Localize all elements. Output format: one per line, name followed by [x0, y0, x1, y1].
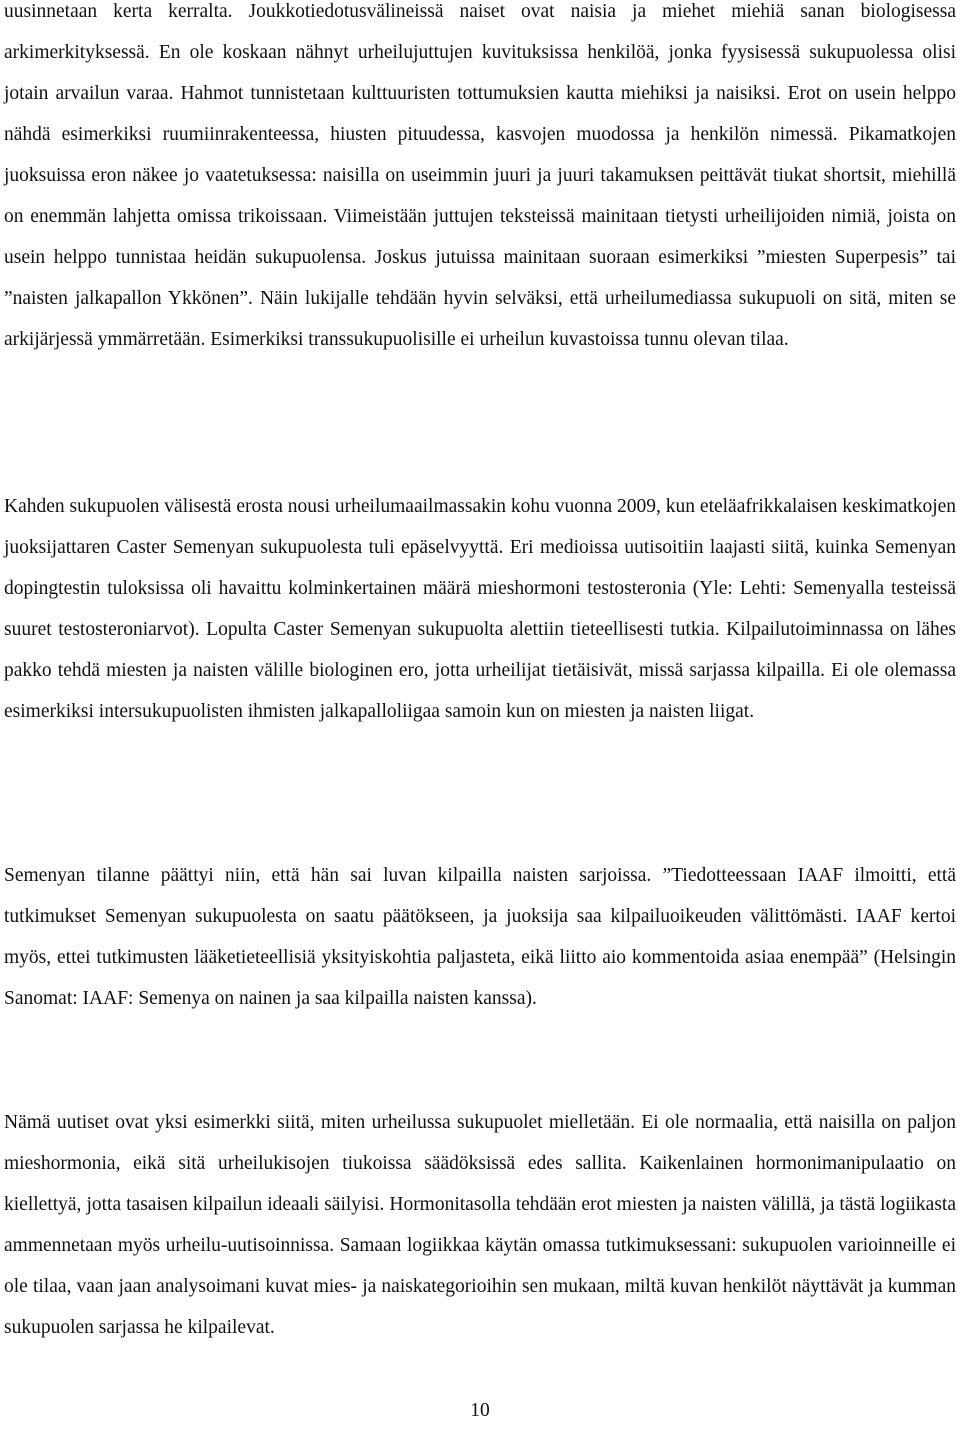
- paragraph-research-logic: Nämä uutiset ovat yksi esimerkki siitä, miten urheilussa sukupuolet mielletään. Ei ole normaalia, että naisilla on paljon mieshormonia, eikä sitä urheilukisojen tiukoissa säädöksissä edes sallita. Kaikenlainen hormonimanipulaatio on kiellettyä, jotta tasaisen kilpailun ideaali säilyisi. Hormonitasolla tehdään erot miesten ja naisten välillä, ja tästä logiikasta ammennetaan myös urheilu-uutisoinnissa. Samaan logiikkaa käytän omassa tutkimuksessani: sukupuolen varioinneille ei ole tilaa, vaan jaan analysoimani kuvat mies- ja naiskategorioihin sen mukaan, miltä kuvan henkilöt näyttävät ja kumman sukupuolen sarjassa he kilpailevat.: [4, 1112, 956, 1338]
- paragraph-semenya-controversy: Kahden sukupuolen välisestä erosta nousi urheilumaailmassakin kohu vuonna 2009, kun eteläafrikkalaisen keskimatkojen juoksijattaren Caster Semenyan sukupuolesta tuli epäselvyyttä. Eri medioissa uutisoitiin laajasti siitä, kuinka Semenyan dopingtestin tuloksissa oli havaittu kolminkertainen määrä mieshormoni testosteronia (Yle: Lehti: Semenyalla testeissä suuret testosteroniarvot). Lopulta Caster Semenyan sukupuolta alettiin tieteellisesti tutkia. Kilpailutoiminnassa on lähes pakko tehdä miesten ja naisten välille biologinen ero, jotta urheilijat tietäisivät, missä sarjassa kilpailla. Ei ole olemassa esimerkiksi intersukupuolisten ihmisten jalkapalloliigaa samoin kun on miesten ja naisten liigat.: [4, 496, 957, 722]
- paragraph-media-gender-representation: uusinnetaan kerta kerralta. Joukkotiedotusvälineissä naiset ovat naisia ja miehet miehiä sanan biologisessa arkimerkityksessä. En ole koskaan nähnyt urheilujuttujen kuvituksissa henkilöä, jonka fyysisessä sukupuolessa olisi jotain arvailun varaa. Hahmot tunnistetaan kulttuuristen tottumuksien kautta miehiksi ja naisiksi. Erot on usein helppo nähdä esimerkiksi ruumiinrakenteessa, hiusten pituudessa, kasvojen muodossa ja henkilön nimessä. Pikamatkojen juoksuissa eron näkee jo vaatetuksessa: naisilla on useimmin juuri ja juuri takamuksen peittävät tiukat shortsit, miehillä on enemmän lahjetta omissa trikoissaan. Viimeistään juttujen teksteissä mainitaan tietysti urheilijoiden nimiä, joista on usein helppo tunnistaa heidän sukupuolensa. Joskus jutuissa mainitaan suoraan esimerkiksi ”miesten Superpesis” tai ”naisten jalkapallon Ykkönen”. Näin lukijalle tehdään hyvin selväksi, että urheilumediassa sukupuoli on sitä, miten se arkijärjessä ymmärretään. Esimerkiksi transsukupuolisille ei urheilun kuvastoissa tunnu olevan tilaa.: [4, 1, 956, 350]
- page-number: 10: [470, 1400, 490, 1421]
- paragraph-semenya-outcome: Semenyan tilanne päättyi niin, että hän sai luvan kilpailla naisten sarjoissa. ”Tiedotteessaan IAAF ilmoitti, että tutkimukset Semenyan sukupuolesta on saatu päätökseen, ja juoksija saa kilpailuoikeuden välittömästi. IAAF kertoi myös, ettei tutkimusten lääketieteellisiä yksityiskohtia paljasteta, eikä liitto aio kommentoida asiaa enempää” (Helsingin Sanomat: IAAF: Semenya on nainen ja saa kilpailla naisten kanssa).: [4, 865, 956, 1009]
